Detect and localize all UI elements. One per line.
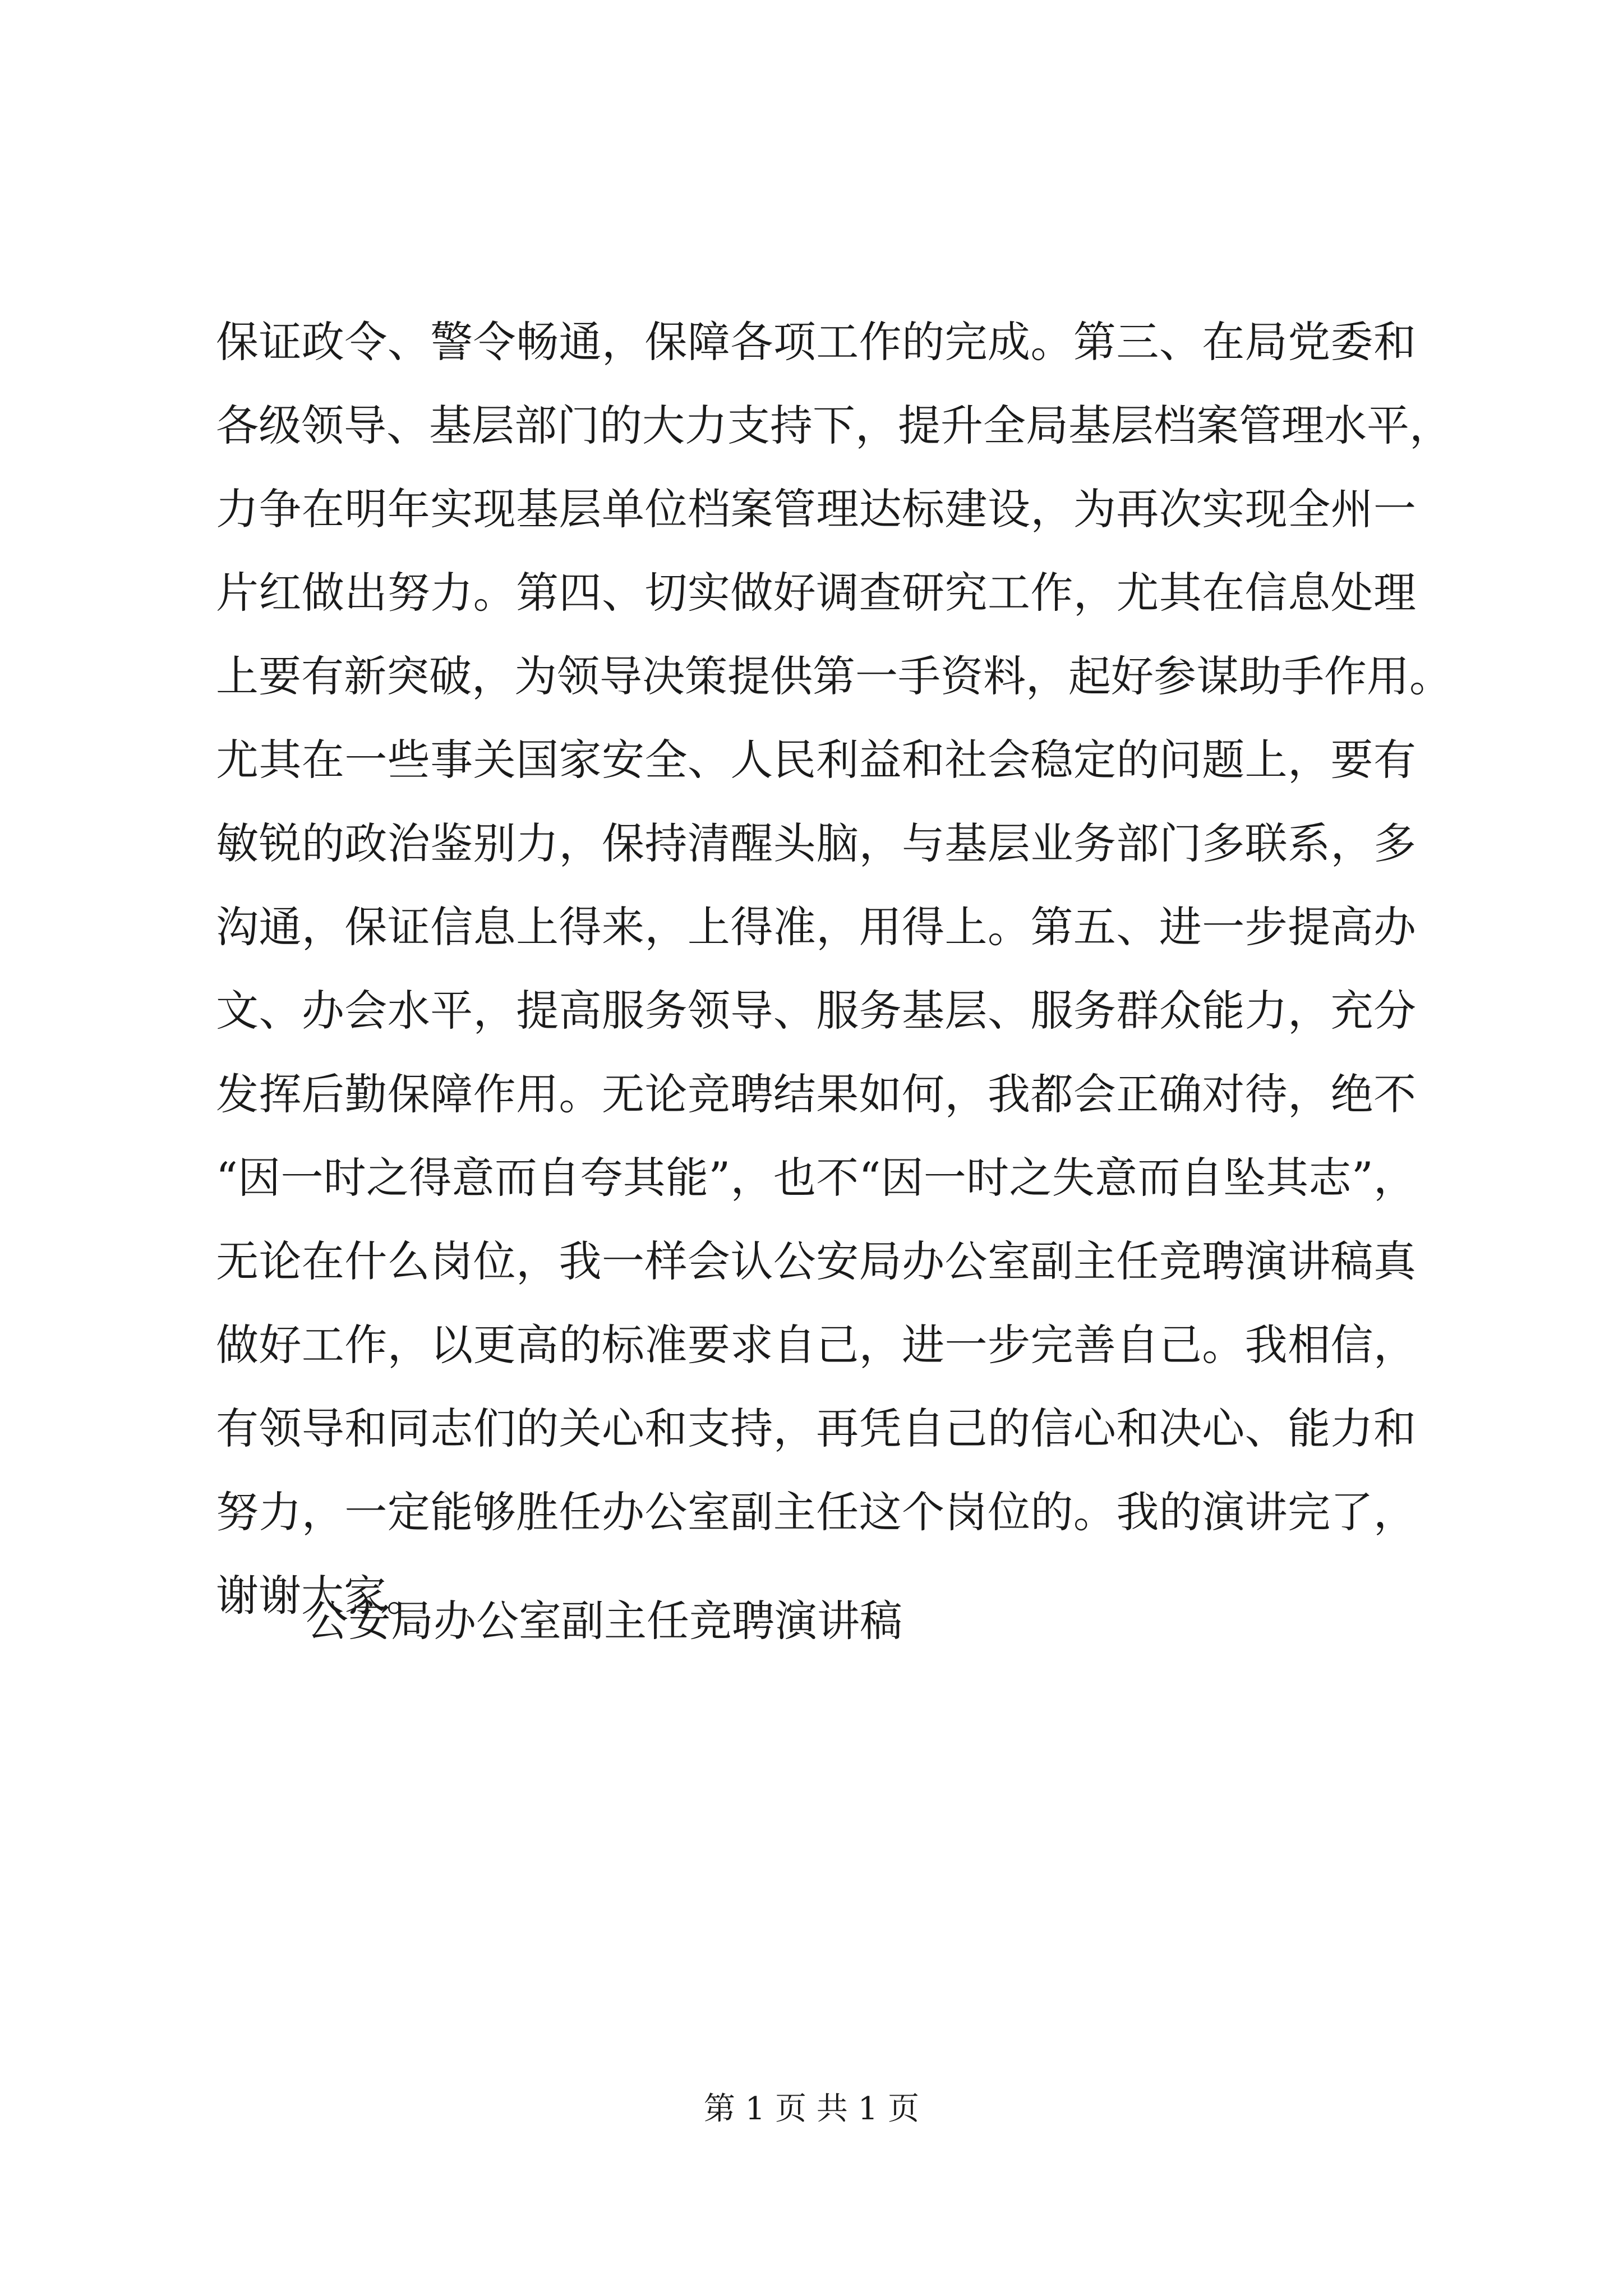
text-line: 无论在什么岗位，我一样会认公安局办公室副主任竞聘演讲稿真 <box>216 1236 1416 1286</box>
text-line: 敏锐的政治鉴别力，保持清醒头脑，与基层业务部门多联系，多 <box>216 818 1416 868</box>
text-line: “因一时之得意而自夸其能”，也不“因一时之失意而自坠其志”， <box>216 1153 1416 1203</box>
text-line: 尤其在一些事关国家安全、人民利益和社会稳定的问题上，要有 <box>216 735 1416 785</box>
text-line: 努力，一定能够胜任办公室副主任这个岗位的。我的演讲完了， <box>216 1487 1416 1537</box>
text-line: 文、办会水平，提高服务领导、服务基层、服务群众能力，充分 <box>216 986 1416 1036</box>
text-line: 有领导和同志们的关心和支持，再凭自己的信心和决心、能力和 <box>216 1404 1416 1453</box>
document-title-line: 公安局办公室副主任竞聘演讲稿 <box>306 1596 902 1646</box>
text-line: 谢谢大家。 <box>216 1571 429 1621</box>
text-line: 沟通，保证信息上得来，上得准，用得上。第五、进一步提高办 <box>216 902 1416 952</box>
text-line: 力争在明年实现基层单位档案管理达标建设，为再次实现全州一 <box>216 484 1416 534</box>
text-line: 做好工作，以更高的标准要求自己，进一步完善自己。我相信， <box>216 1320 1416 1370</box>
text-line: 各级领导、基层部门的大力支持下，提升全局基层档案管理水平， <box>216 401 1452 450</box>
body-text <box>216 300 1452 1637</box>
text-line: 上要有新突破，为领导决策提供第一手资料，起好参谋助手作用。 <box>216 651 1452 701</box>
text-line: 保证政令、警令畅通，保障各项工作的完成。第三、在局党委和 <box>216 317 1416 367</box>
page-footer: 第 1 页 共 1 页 <box>703 2091 920 2127</box>
text-line: 发挥后勤保障作用。无论竞聘结果如何，我都会正确对待，绝不 <box>216 1069 1416 1119</box>
text-line: 片红做出努力。第四、切实做好调查研究工作，尤其在信息处理 <box>216 568 1416 618</box>
